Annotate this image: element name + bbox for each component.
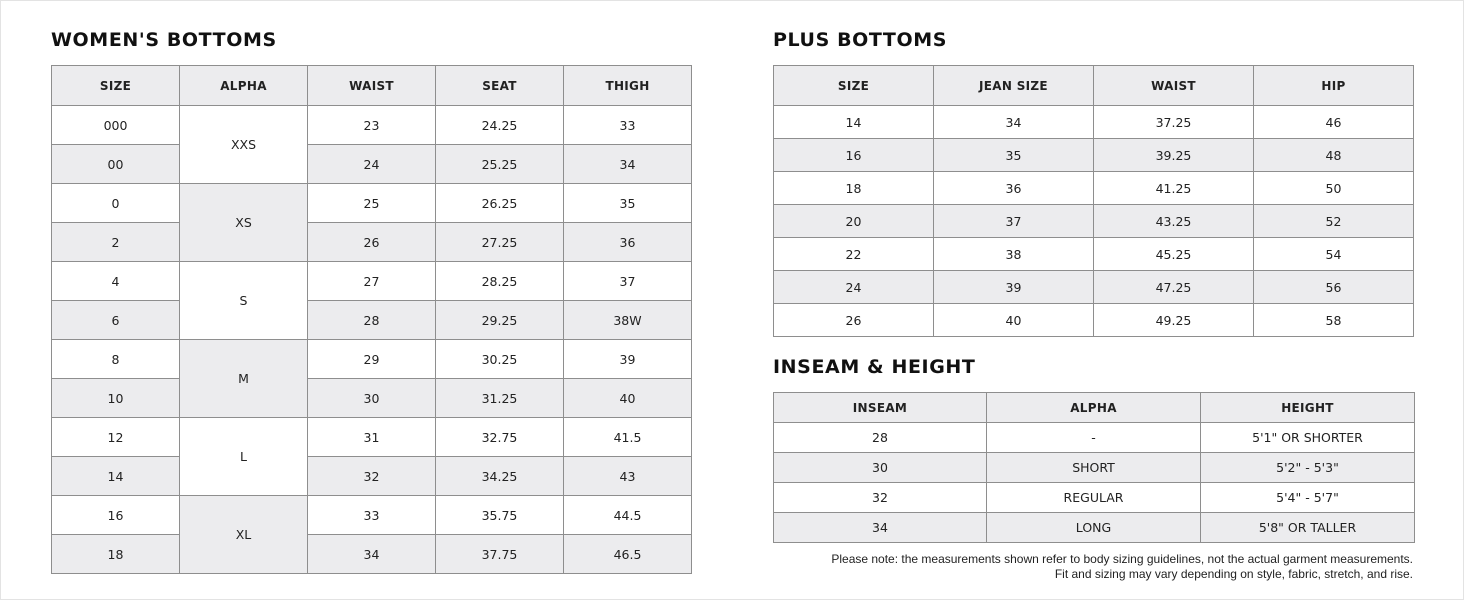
table-row (774, 205, 1414, 238)
alpha-cell: LONG (987, 513, 1201, 543)
table-row (52, 535, 692, 574)
table-row (52, 496, 692, 535)
seat-cell: 34.25 (436, 457, 564, 496)
table-row (52, 418, 692, 457)
waist-cell: 39.25 (1094, 139, 1254, 172)
size-cell: 16 (52, 496, 180, 535)
seat-cell: 27.25 (436, 223, 564, 262)
seat-cell: 25.25 (436, 145, 564, 184)
seat-cell: 26.25 (436, 184, 564, 223)
header-size: SIZE (774, 66, 934, 106)
womens-bottoms-title: WOMEN'S BOTTOMS (51, 29, 277, 51)
womens-bottoms-table (51, 65, 692, 574)
table-row (774, 238, 1414, 271)
table-row (774, 423, 1415, 453)
size-cell: 16 (774, 139, 934, 172)
seat-cell: 29.25 (436, 301, 564, 340)
header-seat: SEAT (436, 66, 564, 106)
size-cell: 26 (774, 304, 934, 337)
waist-cell: 47.25 (1094, 271, 1254, 304)
alpha-cell: SHORT (987, 453, 1201, 483)
header-size: SIZE (52, 66, 180, 106)
table-row (52, 340, 692, 379)
alpha-cell: REGULAR (987, 483, 1201, 513)
jean-size-cell: 35 (934, 139, 1094, 172)
height-cell: 5'1" OR SHORTER (1201, 423, 1415, 453)
waist-cell: 23 (308, 106, 436, 145)
size-cell: 10 (52, 379, 180, 418)
inseam-cell: 32 (774, 483, 987, 513)
alpha-cell: XS (180, 184, 308, 262)
header-hip: HIP (1254, 66, 1414, 106)
thigh-cell: 46.5 (564, 535, 692, 574)
note-line-1: Please note: the measurements shown refer to body sizing guidelines, not the actual garment measurements. (831, 552, 1413, 566)
seat-cell: 28.25 (436, 262, 564, 301)
size-cell: 00 (52, 145, 180, 184)
seat-cell: 37.75 (436, 535, 564, 574)
seat-cell: 35.75 (436, 496, 564, 535)
size-cell: 14 (52, 457, 180, 496)
table-row (774, 453, 1415, 483)
jean-size-cell: 40 (934, 304, 1094, 337)
note-line-2: Fit and sizing may vary depending on style, fabric, stretch, and rise. (1054, 567, 1413, 581)
jean-size-cell: 39 (934, 271, 1094, 304)
size-cell: 18 (774, 172, 934, 205)
inseam-height-title: INSEAM & HEIGHT (773, 356, 976, 378)
hip-cell: 48 (1254, 139, 1414, 172)
thigh-cell: 37 (564, 262, 692, 301)
seat-cell: 32.75 (436, 418, 564, 457)
hip-cell: 54 (1254, 238, 1414, 271)
size-cell: 18 (52, 535, 180, 574)
size-cell: 2 (52, 223, 180, 262)
inseam-cell: 34 (774, 513, 987, 543)
measurement-note (831, 552, 1413, 582)
waist-cell: 25 (308, 184, 436, 223)
waist-cell: 37.25 (1094, 106, 1254, 139)
table-row (52, 379, 692, 418)
inseam-height-table (773, 392, 1415, 543)
jean-size-cell: 36 (934, 172, 1094, 205)
height-cell: 5'2" - 5'3" (1201, 453, 1415, 483)
thigh-cell: 39 (564, 340, 692, 379)
waist-cell: 45.25 (1094, 238, 1254, 271)
header-waist: WAIST (1094, 66, 1254, 106)
size-cell: 24 (774, 271, 934, 304)
waist-cell: 29 (308, 340, 436, 379)
alpha-cell: S (180, 262, 308, 340)
alpha-cell: - (987, 423, 1201, 453)
table-header-row (52, 66, 692, 106)
size-cell: 0 (52, 184, 180, 223)
jean-size-cell: 34 (934, 106, 1094, 139)
table-row (52, 301, 692, 340)
waist-cell: 33 (308, 496, 436, 535)
jean-size-cell: 38 (934, 238, 1094, 271)
table-row (52, 106, 692, 145)
plus-bottoms-title: PLUS BOTTOMS (773, 29, 948, 51)
thigh-cell: 41.5 (564, 418, 692, 457)
table-row (52, 184, 692, 223)
table-row (52, 145, 692, 184)
waist-cell: 31 (308, 418, 436, 457)
alpha-cell: M (180, 340, 308, 418)
thigh-cell: 44.5 (564, 496, 692, 535)
thigh-cell: 34 (564, 145, 692, 184)
seat-cell: 31.25 (436, 379, 564, 418)
hip-cell: 56 (1254, 271, 1414, 304)
header-alpha: ALPHA (987, 393, 1201, 423)
seat-cell: 30.25 (436, 340, 564, 379)
jean-size-cell: 37 (934, 205, 1094, 238)
table-row (52, 223, 692, 262)
hip-cell: 58 (1254, 304, 1414, 337)
header-height: HEIGHT (1201, 393, 1415, 423)
thigh-cell: 38W (564, 301, 692, 340)
alpha-cell: XXS (180, 106, 308, 184)
size-cell: 12 (52, 418, 180, 457)
size-cell: 8 (52, 340, 180, 379)
height-cell: 5'8" OR TALLER (1201, 513, 1415, 543)
thigh-cell: 36 (564, 223, 692, 262)
table-header-row (774, 66, 1414, 106)
header-waist: WAIST (308, 66, 436, 106)
height-cell: 5'4" - 5'7" (1201, 483, 1415, 513)
header-jean-size: JEAN SIZE (934, 66, 1094, 106)
thigh-cell: 35 (564, 184, 692, 223)
header-alpha: ALPHA (180, 66, 308, 106)
waist-cell: 30 (308, 379, 436, 418)
table-row (52, 262, 692, 301)
header-inseam: INSEAM (774, 393, 987, 423)
waist-cell: 49.25 (1094, 304, 1254, 337)
header-thigh: THIGH (564, 66, 692, 106)
size-cell: 6 (52, 301, 180, 340)
size-cell: 14 (774, 106, 934, 139)
alpha-cell: L (180, 418, 308, 496)
table-row (774, 513, 1415, 543)
waist-cell: 32 (308, 457, 436, 496)
waist-cell: 34 (308, 535, 436, 574)
table-row (774, 139, 1414, 172)
table-row (774, 106, 1414, 139)
size-cell: 22 (774, 238, 934, 271)
waist-cell: 41.25 (1094, 172, 1254, 205)
plus-bottoms-table (773, 65, 1414, 337)
inseam-cell: 30 (774, 453, 987, 483)
table-row (774, 483, 1415, 513)
thigh-cell: 40 (564, 379, 692, 418)
inseam-cell: 28 (774, 423, 987, 453)
size-cell: 20 (774, 205, 934, 238)
thigh-cell: 43 (564, 457, 692, 496)
waist-cell: 28 (308, 301, 436, 340)
table-row (774, 304, 1414, 337)
waist-cell: 24 (308, 145, 436, 184)
table-row (52, 457, 692, 496)
waist-cell: 43.25 (1094, 205, 1254, 238)
table-row (774, 271, 1414, 304)
waist-cell: 26 (308, 223, 436, 262)
waist-cell: 27 (308, 262, 436, 301)
hip-cell: 46 (1254, 106, 1414, 139)
hip-cell: 52 (1254, 205, 1414, 238)
hip-cell: 50 (1254, 172, 1414, 205)
thigh-cell: 33 (564, 106, 692, 145)
table-row (774, 172, 1414, 205)
table-header-row (774, 393, 1415, 423)
alpha-cell: XL (180, 496, 308, 574)
size-cell: 000 (52, 106, 180, 145)
size-cell: 4 (52, 262, 180, 301)
seat-cell: 24.25 (436, 106, 564, 145)
